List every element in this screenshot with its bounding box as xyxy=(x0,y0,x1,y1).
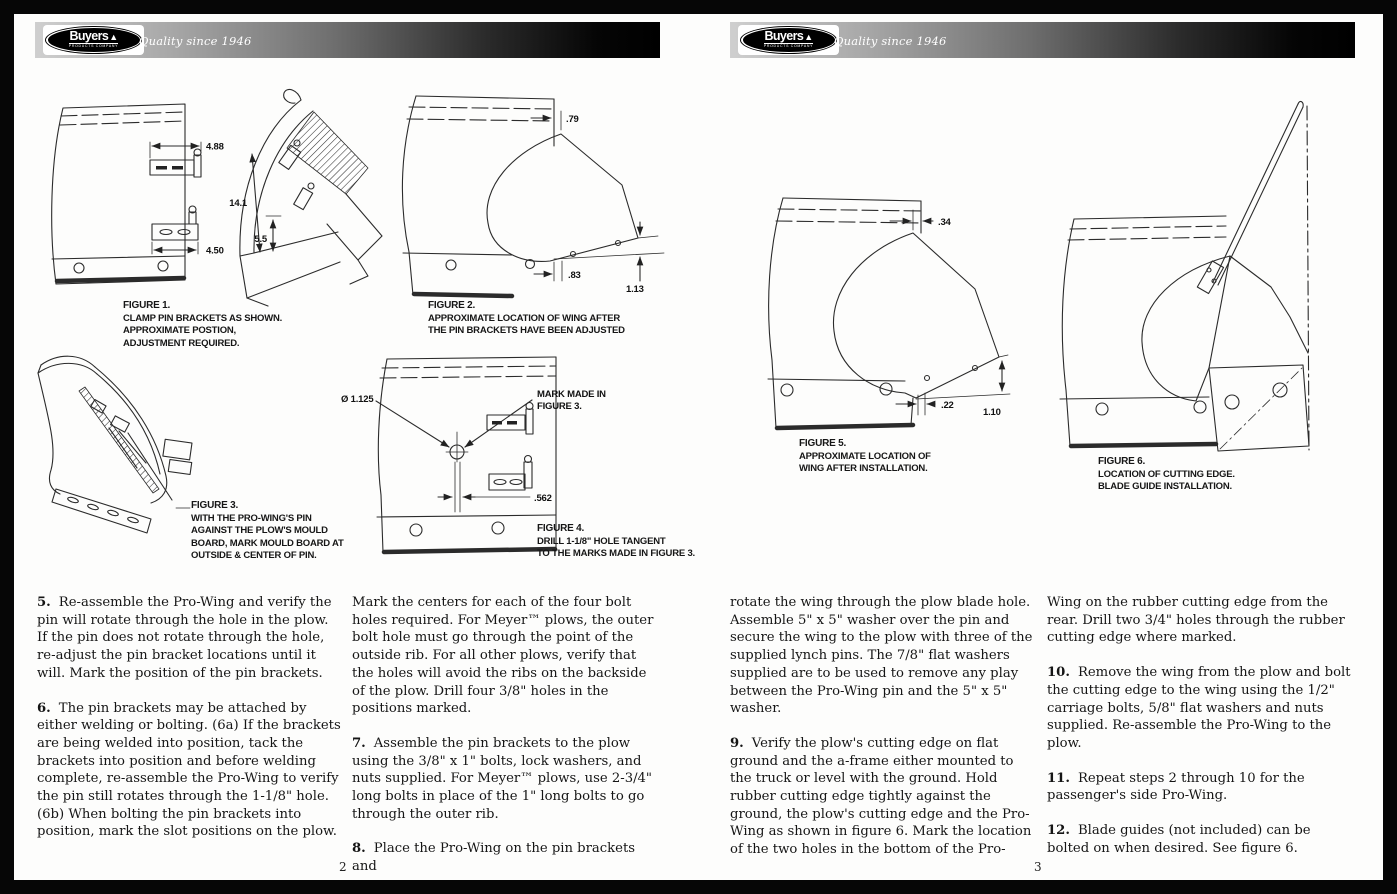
step-paragraph xyxy=(352,594,656,718)
dim-label: 1.10 xyxy=(983,407,1001,418)
step-paragraph xyxy=(37,594,341,683)
caption-line: TO THE MARKS MADE IN FIGURE 3. xyxy=(537,548,695,559)
caption-line: LOCATION OF CUTTING EDGE. xyxy=(1098,468,1235,480)
dim-label: .22 xyxy=(941,400,954,411)
figure-label: FIGURE 6. xyxy=(1098,456,1146,467)
dim-label: 4.50 xyxy=(206,245,224,257)
step-paragraph xyxy=(1047,770,1351,805)
dim-label: .83 xyxy=(568,270,581,281)
step-text: Verify the plow's cutting edge on flat ground and the a-frame either mounted to the truck or level with the ground. Hold rubber cutting edge tightly against the ground, the plow's cutting edge and the Pro-Wing as shown in figure 6. Mark the location of the two holes in the bottom of the Pro- xyxy=(730,735,1032,858)
annotation-line: MARK MADE IN xyxy=(537,389,606,400)
annotation-line: FIGURE 3. xyxy=(537,401,582,412)
figure-2-caption xyxy=(428,300,633,338)
page3-column-1 xyxy=(730,594,1034,876)
dim-label: .34 xyxy=(938,217,951,228)
tagline: Quality since 1946 xyxy=(834,34,947,48)
step-number: 12. xyxy=(1047,823,1070,839)
page2-header xyxy=(35,22,660,58)
dim-label: 1.13 xyxy=(626,284,644,295)
caption-line: ADJUSTMENT REQUIRED. xyxy=(123,337,240,349)
page-number-right: 3 xyxy=(1034,860,1042,874)
step-text: Repeat steps 2 through 10 for the passenger's side Pro-Wing. xyxy=(1047,770,1305,804)
page2-column-1 xyxy=(37,594,341,858)
caption-line: APPROXIMATE POSTION, xyxy=(123,325,237,336)
plow-with-wing-installed xyxy=(768,198,1010,428)
step-text: Mark the centers for each of the four bolt holes required. For Meyer™ plows, the outer bolt hole must go through the point of the outside rib. For all other plows, verify that the holes will avoid the ribs on the backside of the plow. Drill four 3/8" holes in the positions marked. xyxy=(352,595,654,717)
plow-with-cutting-edge-and-blade-guide xyxy=(1060,101,1309,451)
page3-header xyxy=(730,22,1355,58)
figure-6-caption xyxy=(1098,456,1303,494)
caption-line: AGAINST THE PLOW'S MOULD xyxy=(191,525,328,536)
step-number: 9. xyxy=(730,735,744,751)
step-text: Remove the wing from the plow and bolt the cutting edge to the wing using the 1/2" carriage bolts, 5/8" flat washers and nuts supplied. Re-assemble the Pro-Wing to the plow. xyxy=(1047,665,1351,751)
step-paragraph xyxy=(352,840,656,875)
logo-subtext: PRODUCTS COMPANY xyxy=(763,44,814,48)
tagline: Quality since 1946 xyxy=(139,34,252,48)
caption-line: APPROXIMATE LOCATION OF xyxy=(799,450,931,462)
step-text: rotate the wing through the plow blade hole. Assemble 5" x 5" washer over the pin and secure the wing to the plow with three of the supplied lynch pins. The 7/8" flat washers supplied are to be used to remove any play between the Pro-Wing pin and the 5" x 5" washer. xyxy=(730,595,1033,717)
figure-2-drawing xyxy=(393,90,668,305)
step-number: 11. xyxy=(1047,770,1070,786)
caption-line: WITH THE PRO-WING'S PIN xyxy=(191,512,312,524)
figure-4-caption xyxy=(537,523,742,561)
plow-with-wing xyxy=(402,96,664,296)
step-paragraph xyxy=(1047,822,1351,857)
caption-line: DRILL 1-1/8" HOLE TANGENT xyxy=(537,535,666,547)
step-number: 6. xyxy=(37,700,51,716)
step-text: Assemble the pin brackets to the plow using the 3/8" x 1" bolts, lock washers, and nuts supplied. For Meyer™ plows, use 2-3/4" long bolts in place of the 1" long bolts to go through the outer rib. xyxy=(352,735,652,822)
logo-triangle-icon: ▲ xyxy=(109,32,118,42)
page3-column-2 xyxy=(1047,594,1351,874)
caption-line: OUTSIDE & CENTER OF PIN. xyxy=(191,550,317,561)
dim-label: Ø 1.125 xyxy=(341,394,374,405)
caption-line: BLADE GUIDE INSTALLATION. xyxy=(1098,481,1232,492)
buyers-logo xyxy=(738,25,839,55)
moldboard-side-view xyxy=(229,89,382,306)
figure-6-drawing xyxy=(1055,92,1357,464)
caption-line: BOARD, MARK MOULD BOARD AT xyxy=(191,537,344,549)
figure-5-caption xyxy=(799,438,1004,476)
caption-line: APPROXIMATE LOCATION OF WING AFTER xyxy=(428,312,620,324)
step-text: Re-assemble the Pro-Wing and verify the pin will rotate through the hole in the plow. If the pin does not rotate through the hole, re-adjust the pin bracket locations until it will. Mark the position of the pin brackets. xyxy=(37,595,332,681)
dim-label: .562 xyxy=(534,493,552,504)
buyers-logo xyxy=(43,25,144,55)
step-paragraph xyxy=(1047,664,1351,753)
step-number: 5. xyxy=(37,595,51,610)
step-text: Wing on the rubber cutting edge from the rear. Drill two 3/4" holes through the rubber cutting edge where marked. xyxy=(1047,595,1345,646)
step-number: 8. xyxy=(352,841,366,857)
figure-5-drawing xyxy=(760,192,1018,442)
dim-label: 14.1 xyxy=(229,198,247,209)
step-text: Place the Pro-Wing on the pin brackets and xyxy=(352,841,636,875)
figure-label: FIGURE 3. xyxy=(191,500,239,511)
moldboard-front-view xyxy=(52,104,224,284)
step-number: 10. xyxy=(1047,665,1070,681)
dim-label: 4.88 xyxy=(206,141,224,153)
step-paragraph xyxy=(37,700,341,842)
plow-perspective-view xyxy=(38,356,192,533)
figure-label: FIGURE 4. xyxy=(537,523,585,534)
logo-text: Buyers xyxy=(764,29,804,43)
caption-line: CLAMP PIN BRACKETS AS SHOWN. xyxy=(123,312,283,324)
figure-1-caption xyxy=(123,300,328,350)
figure-label: FIGURE 5. xyxy=(799,438,847,449)
step-text: The pin brackets may be attached by either welding or bolting. (6a) If the brackets are being welded into position, tack the brackets into position and before welding complete, re-assemble the Pro-Wing to verify the pin still rotates through the 1-1/8" hole. (6b) When bolting the pin brackets into position, mark the slot positions on the plow. xyxy=(37,700,341,840)
step-paragraph xyxy=(1047,594,1351,647)
caption-line: WING AFTER INSTALLATION. xyxy=(799,463,928,474)
step-paragraph xyxy=(730,594,1034,718)
figure-label: FIGURE 2. xyxy=(428,300,476,311)
page-number-left: 2 xyxy=(339,860,347,874)
step-paragraph xyxy=(730,735,1034,859)
dim-label: .79 xyxy=(566,114,579,125)
logo-subtext: PRODUCTS COMPANY xyxy=(68,44,119,48)
figure-1-drawing xyxy=(40,92,390,314)
page2-column-2 xyxy=(352,594,656,893)
dim-label: 5.5 xyxy=(254,234,267,245)
step-text: Blade guides (not included) can be bolted on when desired. See figure 6. xyxy=(1047,823,1311,856)
logo-triangle-icon: ▲ xyxy=(804,32,813,42)
figure-label: FIGURE 1. xyxy=(123,300,171,311)
logo-text: Buyers xyxy=(69,29,109,43)
caption-line: THE PIN BRACKETS HAVE BEEN ADJUSTED xyxy=(428,325,625,336)
step-paragraph xyxy=(352,735,656,824)
step-number: 7. xyxy=(352,735,366,751)
